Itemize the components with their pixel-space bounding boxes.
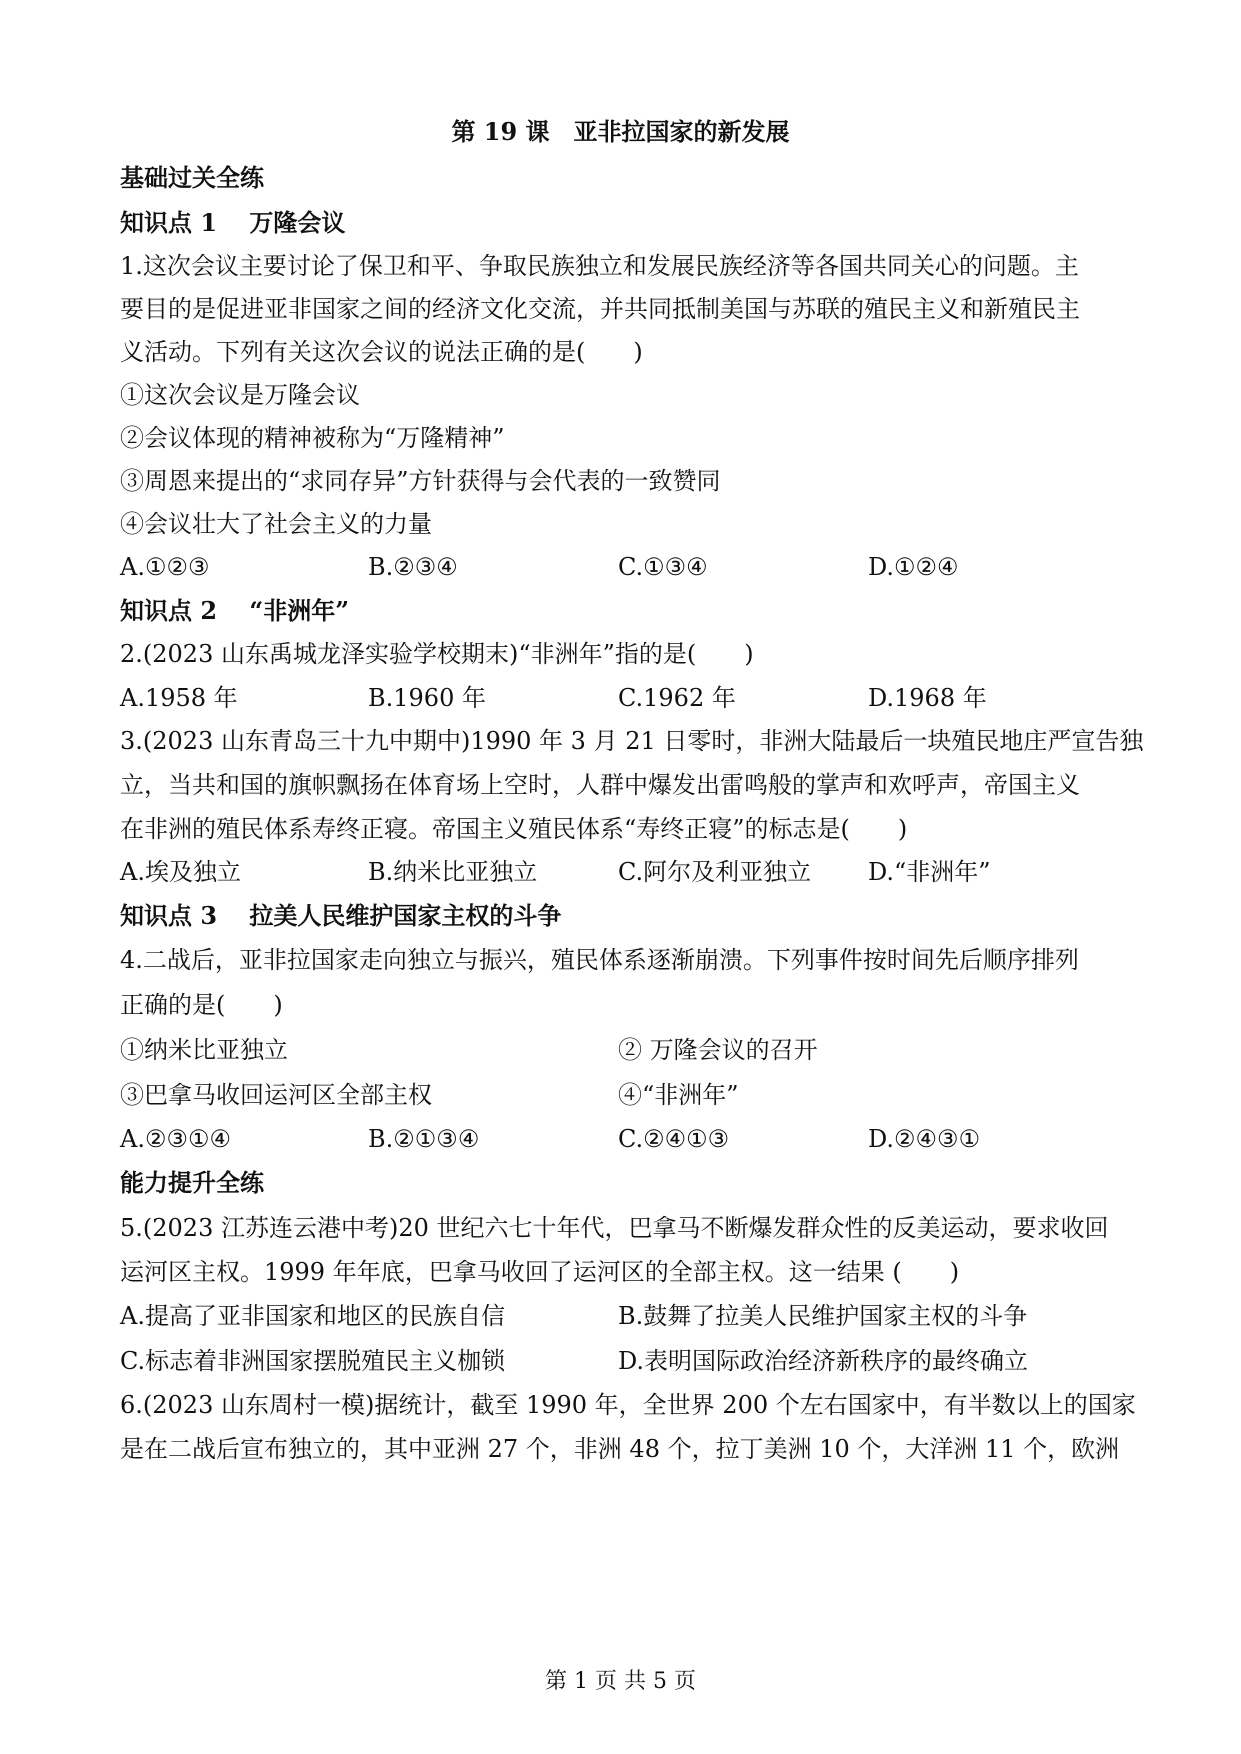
knowledge-point-3: 知识点 3 拉美人民维护国家主权的斗争: [120, 901, 562, 930]
page-title: 第 19 课 亚非拉国家的新发展: [451, 117, 790, 146]
q1-stem-line2: 要目的是促进亚非国家之间的经济文化交流，并共同抵制美国与苏联的殖民主义和新殖民主: [120, 295, 1080, 323]
q2-option-c: C.1962 年: [618, 684, 736, 712]
q1-option-d: D.①②④: [868, 553, 959, 581]
q4-option-d: D.②④③①: [868, 1125, 981, 1153]
section-heading-basic: 基础过关全练: [120, 163, 264, 192]
q1-item-3: ③周恩来提出的“求同存异”方针获得与会代表的一致赞同: [120, 467, 721, 495]
knowledge-point-2: 知识点 2 “非洲年”: [120, 596, 350, 625]
q3-stem-line3: 在非洲的殖民体系寿终正寝。帝国主义殖民体系“寿终正寝”的标志是( ): [120, 815, 908, 843]
q5-stem-line2: 运河区主权。1999 年年底，巴拿马收回了运河区的全部主权。这一结果 ( ): [120, 1258, 960, 1286]
q1-option-b: B.②③④: [368, 553, 458, 581]
q4-option-b: B.②①③④: [368, 1125, 480, 1153]
q3-stem-line1: 3.(2023 山东青岛三十九中期中)1990 年 3 月 21 日零时，非洲大陆最后一块殖民地庄严宣告独: [120, 727, 1144, 755]
q6-stem-line1: 6.(2023 山东周村一模)据统计，截至 1990 年，全世界 200 个左右国家中，有半数以上的国家: [120, 1391, 1136, 1419]
knowledge-point-1: 知识点 1 万隆会议: [120, 208, 346, 237]
q1-item-4: ④会议壮大了社会主义的力量: [120, 510, 432, 538]
q3-option-c: C.阿尔及利亚独立: [618, 858, 812, 886]
q3-option-d: D.“非洲年”: [868, 858, 991, 886]
q5-option-a: A.提高了亚非国家和地区的民族自信: [120, 1302, 505, 1330]
q2-option-b: B.1960 年: [368, 684, 486, 712]
q5-option-d: D.表明国际政治经济新秩序的最终确立: [618, 1347, 1029, 1375]
q1-stem-line3: 义活动。下列有关这次会议的说法正确的是( ): [120, 338, 643, 366]
q5-stem-line1: 5.(2023 江苏连云港中考)20 世纪六七十年代，巴拿马不断爆发群众性的反美运动，要求收回: [120, 1214, 1109, 1242]
q1-item-1: ①这次会议是万隆会议: [120, 381, 360, 409]
q4-option-a: A.②③①④: [120, 1125, 232, 1153]
q1-stem-line1: 1.这次会议主要讨论了保卫和平、争取民族独立和发展民族经济等各国共同关心的问题。主: [120, 252, 1079, 280]
q2-option-a: A.1958 年: [120, 684, 238, 712]
q4-stem-line1: 4.二战后，亚非拉国家走向独立与振兴，殖民体系逐渐崩溃。下列事件按时间先后顺序排列: [120, 946, 1079, 974]
q4-item-4: ④“非洲年”: [618, 1081, 739, 1109]
q1-option-a: A.①②③: [120, 553, 210, 581]
page-footer: 第 1 页 共 5 页: [545, 1669, 696, 1694]
section-heading-ability: 能力提升全练: [120, 1168, 264, 1197]
q4-item-1: ①纳米比亚独立: [120, 1036, 288, 1064]
q1-item-2: ②会议体现的精神被称为“万隆精神”: [120, 424, 505, 452]
q5-option-c: C.标志着非洲国家摆脱殖民主义枷锁: [120, 1347, 506, 1375]
q2-stem: 2.(2023 山东禹城龙泽实验学校期末)“非洲年”指的是( ): [120, 640, 754, 668]
q4-stem-line2: 正确的是( ): [120, 991, 283, 1019]
q6-stem-line2: 是在二战后宣布独立的，其中亚洲 27 个，非洲 48 个，拉丁美洲 10 个，大洋洲 11 个，欧洲: [120, 1435, 1120, 1463]
q5-option-b: B.鼓舞了拉美人民维护国家主权的斗争: [618, 1302, 1028, 1330]
q2-option-d: D.1968 年: [868, 684, 987, 712]
q3-stem-line2: 立，当共和国的旗帜飘扬在体育场上空时，人群中爆发出雷鸣般的掌声和欢呼声，帝国主义: [120, 771, 1080, 799]
q4-item-2: ② 万隆会议的召开: [618, 1036, 818, 1064]
q1-option-c: C.①③④: [618, 553, 708, 581]
q3-option-a: A.埃及独立: [120, 858, 241, 886]
q4-option-c: C.②④①③: [618, 1125, 730, 1153]
q3-option-b: B.纳米比亚独立: [368, 858, 538, 886]
q4-item-3: ③巴拿马收回运河区全部主权: [120, 1081, 432, 1109]
